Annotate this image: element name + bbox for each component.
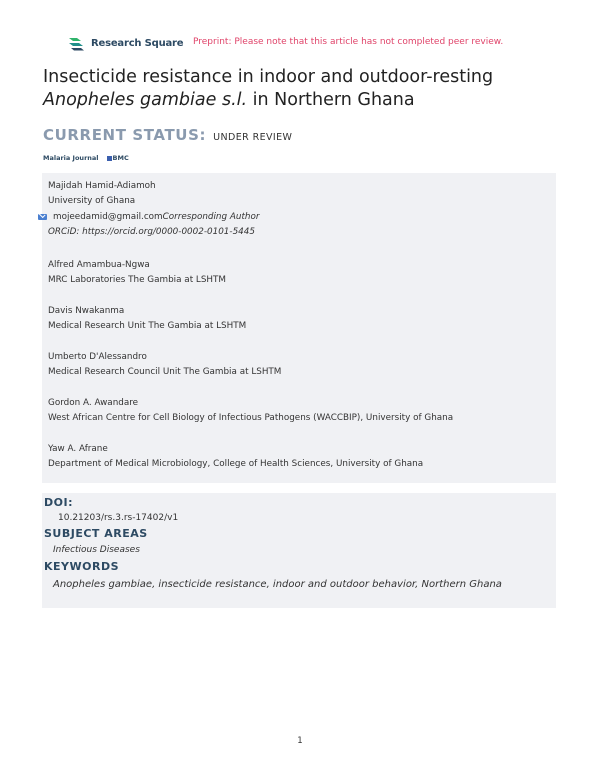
author-block [48, 396, 453, 426]
bmc-logo-icon [107, 156, 112, 161]
orcid-link[interactable]: ORCiD: https://orcid.org/0000-0002-0101-5445 [48, 227, 255, 237]
subject-areas-heading: SUBJECT AREAS [44, 527, 148, 540]
author-name: Yaw A. Afrane [48, 444, 108, 454]
keywords-heading: KEYWORDS [44, 560, 120, 573]
journal-info [43, 154, 129, 162]
title-species: Anopheles gambiae s.l. [43, 90, 248, 110]
page-header [0, 34, 600, 54]
research-square-logo[interactable] [67, 35, 183, 51]
subject-area-value[interactable]: Infectious Diseases [53, 545, 140, 555]
author-block [48, 304, 246, 334]
mail-icon [38, 214, 47, 220]
title-line-2: in Northern Ghana [247, 90, 415, 110]
status-label: CURRENT STATUS: [43, 126, 207, 144]
author-block [48, 442, 423, 472]
preprint-notice: Preprint: Please note that this article has not completed peer review. [193, 37, 504, 47]
author-affiliation: Medical Research Council Unit The Gambia at LSHTM [48, 367, 282, 377]
author-block [48, 350, 281, 380]
author-affiliation: Department of Medical Microbiology, College of Health Sciences, University of Ghana [48, 459, 424, 469]
authors-panel [42, 173, 556, 483]
doi-value[interactable]: 10.21203/rs.3.rs-17402/v1 [58, 513, 179, 523]
author-name: Majidah Hamid-Adiamoh [48, 181, 156, 191]
author-email[interactable]: mojeedamid@gmail.com [53, 212, 163, 222]
metadata-panel [42, 493, 556, 608]
current-status [43, 125, 292, 144]
author-name: Davis Nwakanma [48, 306, 125, 316]
author-affiliation: University of Ghana [48, 196, 136, 206]
publisher-badge [107, 154, 129, 162]
journal-name: Malaria Journal [43, 154, 99, 162]
page-title [43, 66, 563, 112]
author-block [48, 179, 156, 209]
publisher-name: BMC [112, 154, 129, 162]
title-line-1: Insecticide resistance in indoor and outdoor-resting [43, 67, 494, 87]
logo-text: Research Square [91, 37, 184, 49]
status-value: UNDER REVIEW [213, 132, 293, 143]
author-name: Umberto D'Alessandro [48, 352, 147, 362]
author-block [48, 258, 226, 288]
contact-row [38, 212, 260, 222]
author-affiliation: MRC Laboratories The Gambia at LSHTM [48, 275, 226, 285]
doi-heading: DOI: [44, 496, 73, 509]
author-name: Alfred Amambua-Ngwa [48, 260, 150, 270]
corresponding-author-label: Corresponding Author [162, 212, 260, 222]
author-name: Gordon A. Awandare [48, 398, 139, 408]
author-affiliation: West African Centre for Cell Biology of Infectious Pathogens (WACCBIP), University of Ghana [48, 413, 454, 423]
author-affiliation: Medical Research Unit The Gambia at LSHTM [48, 321, 247, 331]
page-number: 1 [297, 736, 303, 746]
research-square-logo-icon [67, 35, 87, 51]
keywords-value: Anopheles gambiae, insecticide resistance, indoor and outdoor behavior, Northern Ghana [53, 579, 502, 590]
